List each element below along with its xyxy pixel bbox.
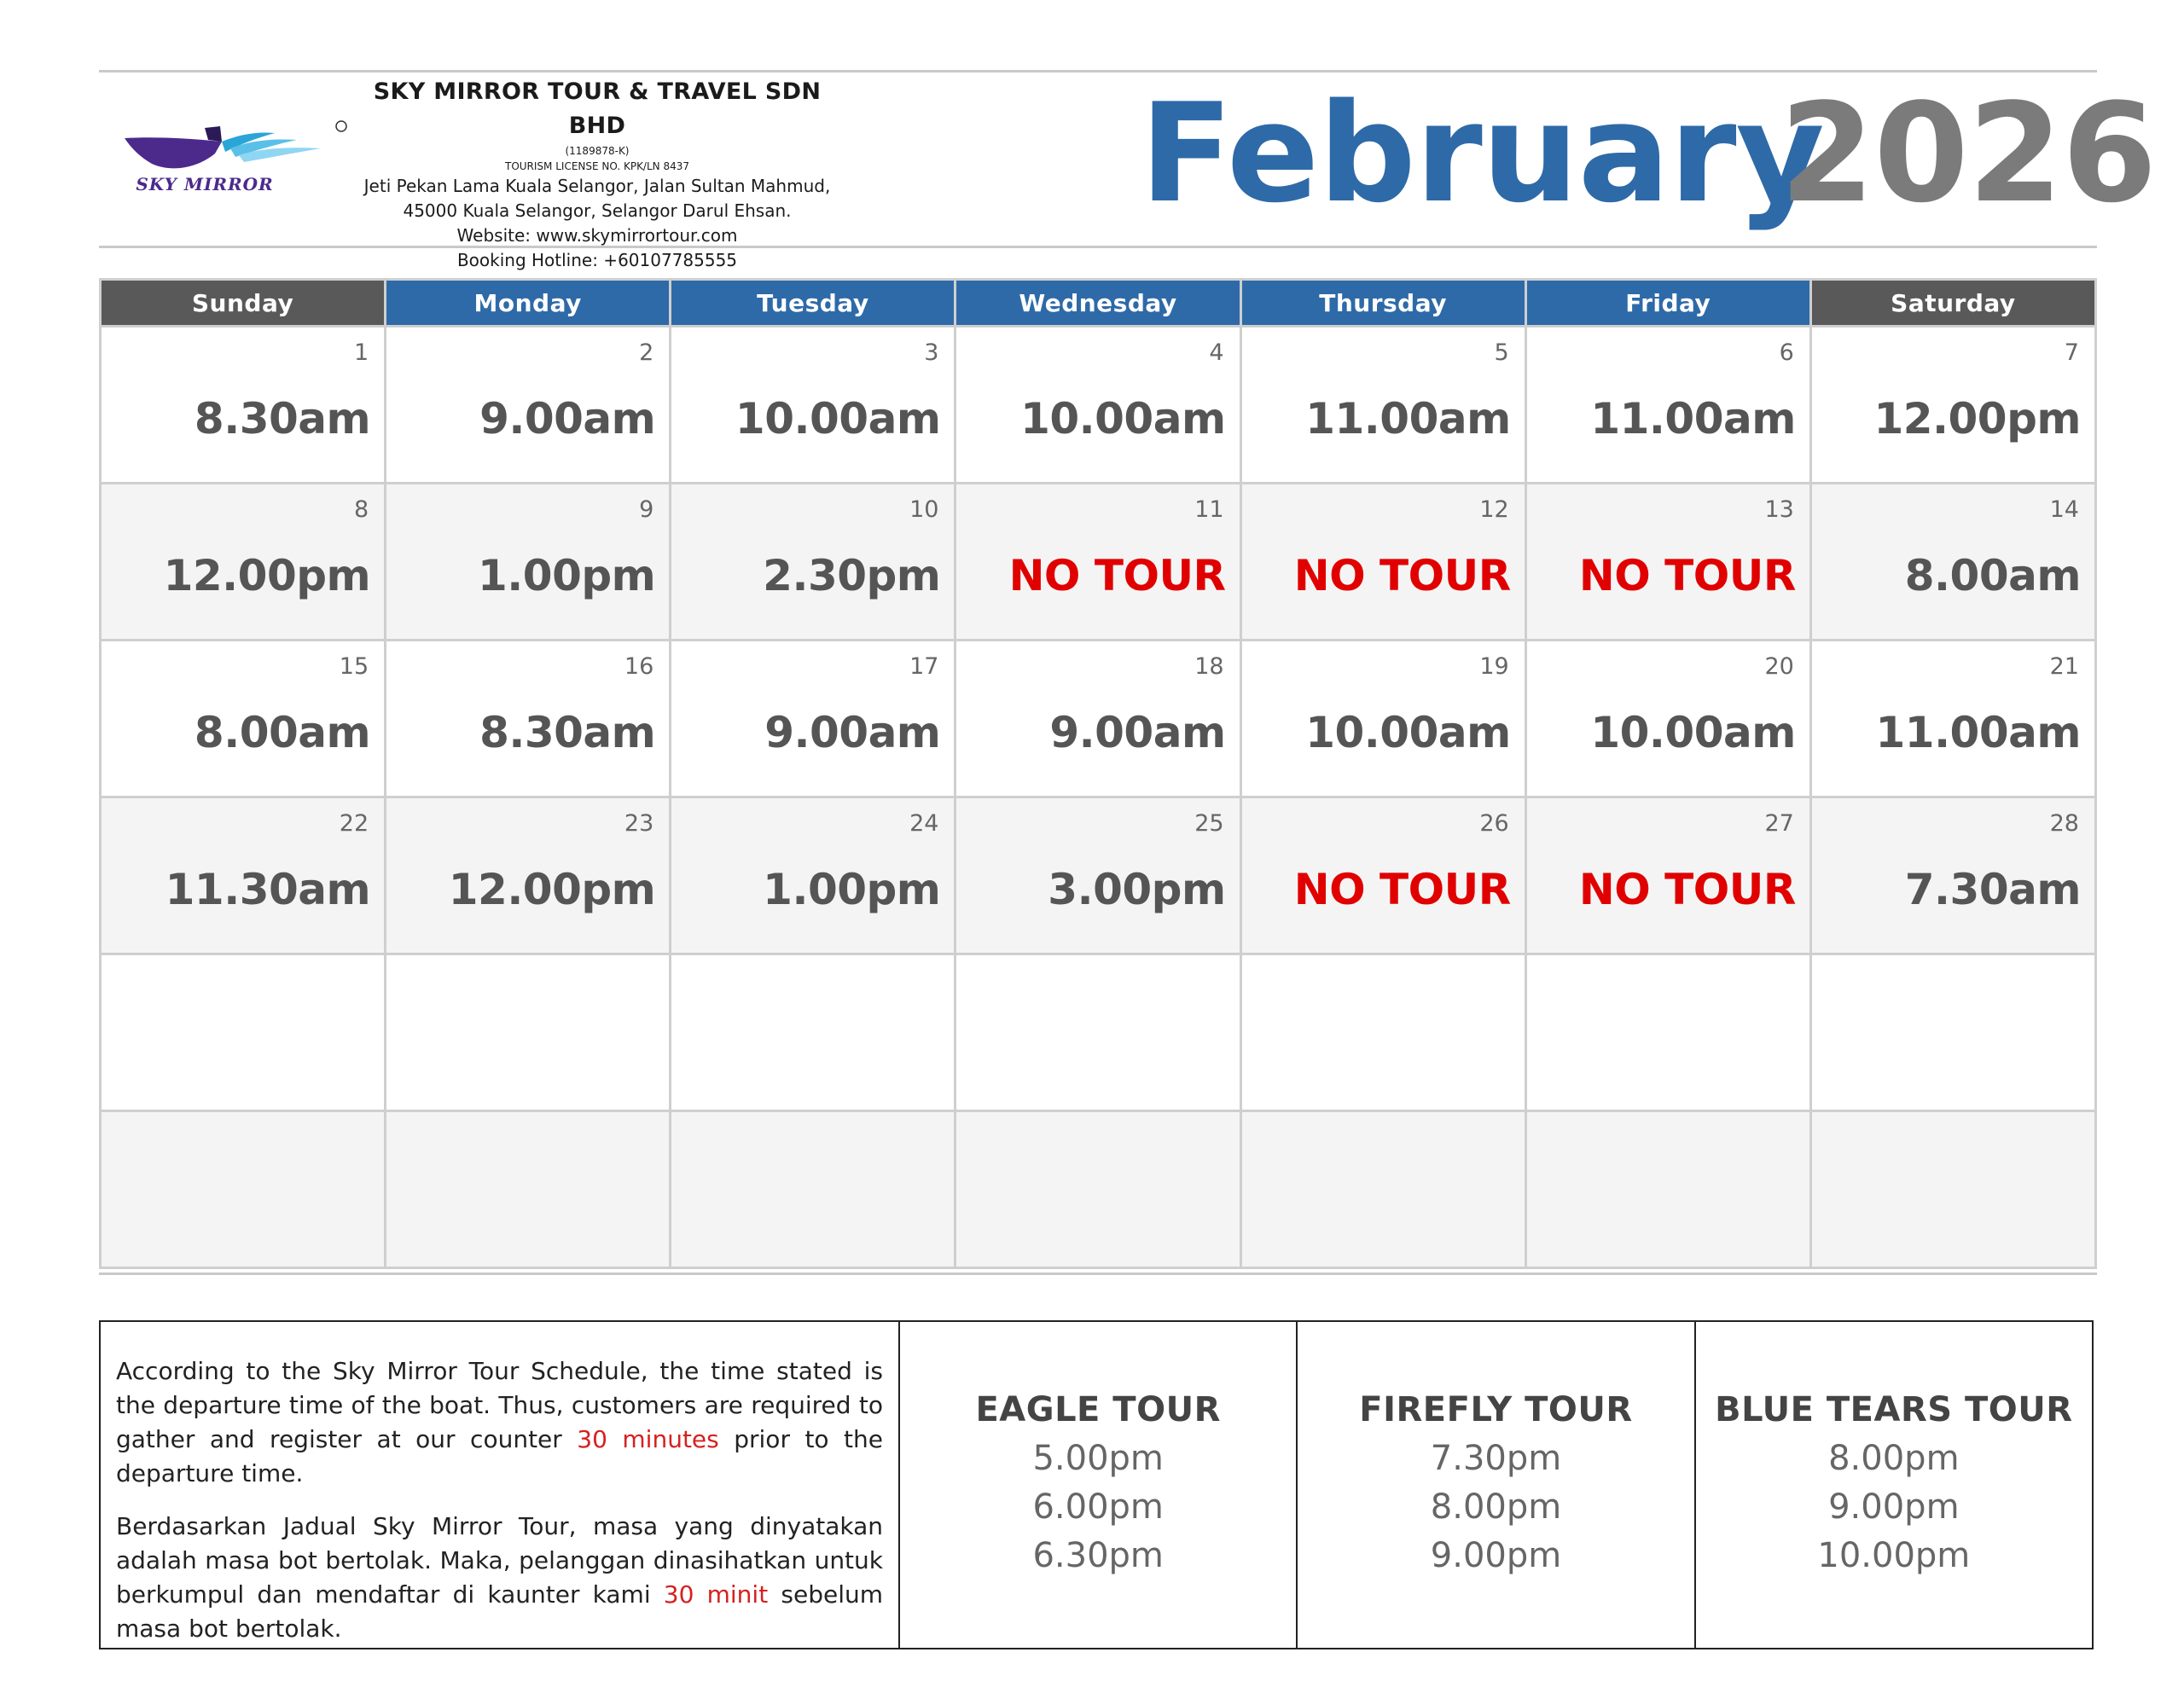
calendar-day-cell <box>1242 955 1525 1110</box>
calendar-day-cell <box>1527 641 1809 796</box>
calendar-day-cell <box>386 798 669 953</box>
note-malay-text: Berdasarkan Jadual Sky Mirror Tour, masa yang dinyatakan adalah masa bot bertolak. Maka, pelanggan dinasihatkan untuk berkumpul dan mendaftar di kaunter kami <box>116 1512 883 1609</box>
info-panel <box>99 1320 2094 1649</box>
day-number: 11 <box>1194 496 1224 523</box>
note-english-text: According to the Sky Mirror Tour Schedule, the time stated is the departure time of the boat. Thus, customers are required to gather and register at our counter <box>116 1357 883 1453</box>
no-tour-label: NO TOUR <box>1293 865 1511 914</box>
departure-time: 11.00am <box>1590 394 1796 443</box>
header-divider <box>99 246 2097 248</box>
departure-time: 10.00am <box>1590 708 1796 757</box>
note-english-highlight: 30 minutes <box>577 1425 719 1453</box>
calendar-day-cell <box>102 798 384 953</box>
day-number: 9 <box>639 496 654 523</box>
calendar-day-cell <box>102 955 384 1110</box>
calendar-day-cell <box>102 328 384 482</box>
calendar-day-cell <box>386 955 669 1110</box>
departure-time: 11.00am <box>1875 708 2081 757</box>
tour-time: 9.00pm <box>1430 1535 1562 1575</box>
departure-time: 8.00am <box>194 708 371 757</box>
calendar-day-cell <box>956 484 1239 639</box>
day-number: 13 <box>1764 496 1794 523</box>
departure-time: 10.00am <box>1020 394 1226 443</box>
day-header-wednesday: Wednesday <box>956 281 1239 325</box>
sky-mirror-logo <box>119 119 358 213</box>
day-header-thursday: Thursday <box>1242 281 1525 325</box>
day-header-monday: Monday <box>386 281 669 325</box>
tour-name: FIREFLY TOUR <box>1359 1389 1633 1429</box>
day-number: 16 <box>624 653 654 680</box>
calendar-day-cell <box>386 328 669 482</box>
calendar-day-cell <box>1527 798 1809 953</box>
departure-time: 2.30pm <box>763 551 941 600</box>
day-number: 20 <box>1764 653 1794 680</box>
calendar-day-cell <box>956 798 1239 953</box>
day-number: 14 <box>2049 496 2079 523</box>
day-number: 12 <box>1479 496 1509 523</box>
calendar-day-cell <box>1527 328 1809 482</box>
calendar-day-cell <box>1812 328 2094 482</box>
no-tour-label: NO TOUR <box>1578 551 1796 600</box>
day-number: 21 <box>2049 653 2079 680</box>
tour-time: 8.00pm <box>1430 1487 1562 1527</box>
footer-divider <box>99 1272 2097 1275</box>
day-number: 3 <box>924 339 939 366</box>
tour-time: 9.00pm <box>1828 1487 1960 1527</box>
day-number: 25 <box>1194 810 1224 837</box>
calendar-day-cell <box>1242 328 1525 482</box>
tour-eagle <box>900 1322 1298 1648</box>
note-english <box>116 1354 883 1491</box>
address-line-2: 45000 Kuala Selangor, Selangor Darul Ehsan. <box>403 200 792 221</box>
calendar-day-cell <box>956 641 1239 796</box>
day-number: 5 <box>1494 339 1509 366</box>
tour-name: BLUE TEARS TOUR <box>1715 1389 2073 1429</box>
day-header-tuesday: Tuesday <box>671 281 954 325</box>
departure-time: 7.30am <box>1904 865 2081 914</box>
tour-time: 10.00pm <box>1817 1535 1971 1575</box>
year-title: 2026 <box>1780 73 2157 233</box>
day-number: 27 <box>1764 810 1794 837</box>
calendar-day-cell <box>102 484 384 639</box>
calendar-day-cell <box>1242 484 1525 639</box>
logo-wordmark: SKY MIRROR <box>136 174 274 194</box>
calendar-grid <box>99 278 2097 1269</box>
departure-time: 11.30am <box>165 865 371 914</box>
day-number: 1 <box>353 339 369 366</box>
departure-time: 10.00am <box>1305 708 1511 757</box>
tour-firefly <box>1298 1322 1695 1648</box>
calendar-day-cell <box>386 641 669 796</box>
calendar-day-cell <box>671 798 954 953</box>
departure-time: 8.00am <box>1904 551 2081 600</box>
calendar-day-cell <box>102 641 384 796</box>
boat-logo-icon <box>119 119 358 213</box>
calendar-day-cell <box>671 641 954 796</box>
departure-time: 9.00am <box>1049 708 1226 757</box>
departure-time: 12.00pm <box>163 551 371 600</box>
departure-time: 12.00pm <box>448 865 656 914</box>
day-number: 22 <box>339 810 369 837</box>
tour-name: EAGLE TOUR <box>975 1389 1221 1429</box>
departure-time: 1.00pm <box>478 551 656 600</box>
note-malay <box>116 1510 883 1646</box>
day-number: 18 <box>1194 653 1224 680</box>
calendar-day-cell <box>1527 484 1809 639</box>
tour-time: 7.30pm <box>1430 1438 1562 1478</box>
day-header-sunday: Sunday <box>102 281 384 325</box>
calendar-day-cell <box>671 328 954 482</box>
day-header-saturday: Saturday <box>1812 281 2094 325</box>
calendar-day-cell <box>671 484 954 639</box>
note-malay-highlight: 30 minit <box>663 1580 769 1609</box>
note-malay-text-end: sebelum masa bot bertolak. <box>116 1580 883 1643</box>
calendar-day-cell <box>1242 798 1525 953</box>
calendar-day-cell <box>1812 1112 2094 1267</box>
departure-time: 8.30am <box>194 394 371 443</box>
tour-time: 6.00pm <box>1032 1487 1164 1527</box>
day-number: 8 <box>353 496 369 523</box>
day-number: 7 <box>2064 339 2079 366</box>
departure-time: 10.00am <box>735 394 941 443</box>
calendar-day-cell <box>386 484 669 639</box>
address-line-1: Jeti Pekan Lama Kuala Selangor, Jalan Sultan Mahmud, <box>363 176 831 196</box>
calendar-day-cell <box>1812 798 2094 953</box>
departure-time: 12.00pm <box>1873 394 2081 443</box>
departure-time: 8.30am <box>479 708 656 757</box>
calendar-day-cell <box>1242 1112 1525 1267</box>
day-number: 4 <box>1209 339 1224 366</box>
calendar-day-cell <box>1812 484 2094 639</box>
calendar-day-cell <box>102 1112 384 1267</box>
no-tour-label: NO TOUR <box>1008 551 1226 600</box>
calendar-day-cell <box>1527 1112 1809 1267</box>
no-tour-label: NO TOUR <box>1293 551 1511 600</box>
tour-time: 6.30pm <box>1032 1535 1164 1575</box>
tourism-license: TOURISM LICENSE NO. KPK/LN 8437 <box>505 160 689 172</box>
calendar-day-cell <box>671 955 954 1110</box>
calendar-day-cell <box>956 1112 1239 1267</box>
calendar-day-cell <box>1812 641 2094 796</box>
departure-note <box>101 1322 900 1648</box>
departure-time: 3.00pm <box>1048 865 1226 914</box>
day-number: 15 <box>339 653 369 680</box>
day-number: 19 <box>1479 653 1509 680</box>
day-number: 10 <box>909 496 939 523</box>
company-info <box>350 75 845 273</box>
note-english-text-end: prior to the departure time. <box>116 1425 883 1487</box>
departure-time: 11.00am <box>1305 394 1511 443</box>
tour-time: 8.00pm <box>1828 1438 1960 1478</box>
calendar-day-cell <box>671 1112 954 1267</box>
month-title: February <box>1140 73 1824 233</box>
no-tour-label: NO TOUR <box>1578 865 1796 914</box>
day-number: 24 <box>909 810 939 837</box>
day-number: 23 <box>624 810 654 837</box>
calendar-day-cell <box>1242 641 1525 796</box>
calendar-day-cell <box>386 1112 669 1267</box>
departure-time: 1.00pm <box>763 865 941 914</box>
calendar-day-cell <box>956 328 1239 482</box>
day-number: 6 <box>1779 339 1794 366</box>
day-number: 2 <box>639 339 654 366</box>
booking-hotline: Booking Hotline: +60107785555 <box>456 250 738 270</box>
company-name: SKY MIRROR TOUR & TRAVEL SDN BHD <box>373 78 822 139</box>
calendar-day-cell <box>1527 955 1809 1110</box>
day-header-friday: Friday <box>1527 281 1809 325</box>
tour-time: 5.00pm <box>1032 1438 1164 1478</box>
departure-time: 9.00am <box>479 394 656 443</box>
calendar-day-cell <box>1812 955 2094 1110</box>
calendar-day-cell <box>956 955 1239 1110</box>
day-number: 17 <box>909 653 939 680</box>
top-divider <box>99 70 2097 72</box>
company-registration: (1189878-K) <box>565 145 630 157</box>
tour-blue-tears <box>1696 1322 2092 1648</box>
day-number: 28 <box>2049 810 2079 837</box>
website: Website: www.skymirrortour.com <box>456 225 738 246</box>
departure-time: 9.00am <box>764 708 941 757</box>
day-number: 26 <box>1479 810 1509 837</box>
